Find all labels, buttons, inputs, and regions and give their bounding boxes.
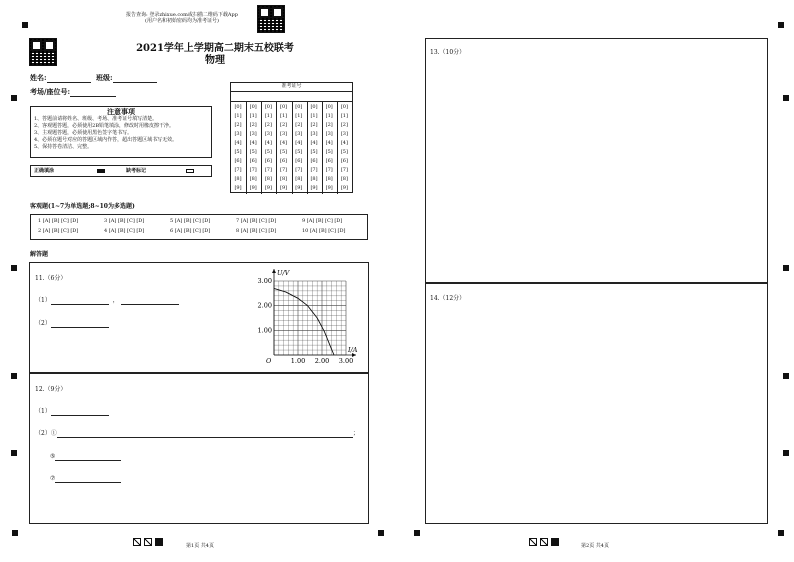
origin-label: O bbox=[266, 357, 272, 365]
side-marker bbox=[783, 95, 789, 101]
ticket-digit-bubble[interactable]: [9] bbox=[310, 185, 318, 191]
ticket-digit-column[interactable] bbox=[246, 102, 262, 194]
notice-item: 5、保持答卷清洁、完整。 bbox=[34, 144, 93, 150]
ticket-digit-bubble[interactable]: [8] bbox=[340, 176, 348, 182]
ticket-digit-bubble[interactable]: [6] bbox=[249, 158, 257, 164]
ticket-digit-bubble[interactable]: [9] bbox=[280, 185, 288, 191]
ticket-digit-column[interactable] bbox=[337, 102, 352, 194]
ticket-digit-column[interactable] bbox=[277, 102, 293, 194]
ticket-digit-bubble[interactable]: [5] bbox=[264, 149, 272, 155]
absent-mark-box[interactable] bbox=[186, 169, 194, 173]
report-notice-line1: 报告查询: 登录zhixue.com或扫描二维码下载App bbox=[126, 12, 238, 18]
correct-fill-label: 正确填涂 bbox=[34, 168, 55, 174]
corner-marker bbox=[778, 530, 784, 536]
ticket-digit-bubble[interactable]: [4] bbox=[340, 140, 348, 146]
ticket-digit-bubble[interactable]: [1] bbox=[264, 113, 272, 119]
q12-part1: （1） bbox=[35, 408, 109, 416]
ticket-digit-bubble[interactable]: [9] bbox=[249, 185, 257, 191]
ticket-digit-bubble[interactable]: [5] bbox=[310, 149, 318, 155]
ticket-digit-bubble[interactable]: [3] bbox=[295, 131, 303, 137]
ticket-digit-bubble[interactable]: [2] bbox=[234, 122, 242, 128]
corner-marker bbox=[778, 22, 784, 28]
ticket-digit-bubble[interactable]: [9] bbox=[340, 185, 348, 191]
objective-title: 客观题(1~7为单选题;8~10为多选题) bbox=[30, 203, 135, 210]
ticket-digit-bubble[interactable]: [0] bbox=[325, 104, 333, 110]
ticket-digit-bubble[interactable]: [5] bbox=[234, 149, 242, 155]
report-notice-line2: (用户名和初始密码均为准考证号) bbox=[145, 18, 219, 24]
corner-marker bbox=[12, 530, 18, 536]
notice-box bbox=[30, 106, 212, 158]
q13-answer-box[interactable] bbox=[425, 38, 768, 283]
objective-question[interactable]: 8 [A] [B] [C] [D] bbox=[236, 228, 277, 234]
ticket-digit-bubble[interactable]: [4] bbox=[280, 140, 288, 146]
page-number-left: 第1页 共4页 bbox=[186, 543, 214, 549]
ticket-digit-bubble[interactable]: [2] bbox=[340, 122, 348, 128]
objective-question[interactable]: 1 [A] [B] [C] [D] bbox=[38, 218, 79, 224]
ticket-digit-bubble[interactable]: [5] bbox=[249, 149, 257, 155]
ticket-digit-bubble[interactable]: [8] bbox=[249, 176, 257, 182]
notice-item: 2、客观题答题，必须使用2B铅笔填涂，修改时用橡皮擦干净。 bbox=[34, 123, 175, 129]
ticket-digit-bubble[interactable]: [9] bbox=[295, 185, 303, 191]
ticket-digit-bubble[interactable]: [2] bbox=[310, 122, 318, 128]
q12-label: 12.（9分） bbox=[35, 386, 67, 393]
ticket-digit-bubble[interactable]: [7] bbox=[340, 167, 348, 173]
ticket-digit-bubble[interactable]: [0] bbox=[264, 104, 272, 110]
notice-title: 注意事项 bbox=[107, 107, 135, 116]
ticket-digit-bubble[interactable]: [7] bbox=[234, 167, 242, 173]
ticket-digit-bubble[interactable]: [6] bbox=[280, 158, 288, 164]
y-tick-label: 3.00 bbox=[257, 277, 272, 285]
ticket-digit-bubble[interactable]: [9] bbox=[234, 185, 242, 191]
ticket-digit-bubble[interactable]: [0] bbox=[280, 104, 288, 110]
ticket-digit-bubble[interactable]: [2] bbox=[249, 122, 257, 128]
q12-part3: ⑤ bbox=[50, 453, 121, 461]
ticket-digit-bubble[interactable]: [0] bbox=[340, 104, 348, 110]
ticket-digit-bubble[interactable]: [8] bbox=[310, 176, 318, 182]
objective-question[interactable]: 9 [A] [B] [C] [D] bbox=[302, 218, 343, 224]
ticket-digit-bubble[interactable]: [8] bbox=[280, 176, 288, 182]
exam-title: 2021学年上学期高二期末五校联考 bbox=[136, 43, 294, 54]
q12-answer-box[interactable] bbox=[29, 373, 369, 524]
ticket-digit-bubble[interactable]: [3] bbox=[280, 131, 288, 137]
q14-answer-box[interactable] bbox=[425, 283, 768, 524]
x-tick-label: 3.00 bbox=[338, 357, 354, 365]
side-marker bbox=[783, 265, 789, 271]
ticket-digit-bubble[interactable]: [0] bbox=[249, 104, 257, 110]
app-qr-code bbox=[257, 5, 285, 33]
ticket-digit-bubble[interactable]: [1] bbox=[249, 113, 257, 119]
ticket-digit-bubble[interactable]: [5] bbox=[280, 149, 288, 155]
ticket-digit-bubble[interactable]: [5] bbox=[295, 149, 303, 155]
side-marker bbox=[11, 450, 17, 456]
objective-question[interactable]: 7 [A] [B] [C] [D] bbox=[236, 218, 277, 224]
ticket-digit-bubble[interactable]: [9] bbox=[264, 185, 272, 191]
objective-question[interactable]: 6 [A] [B] [C] [D] bbox=[170, 228, 211, 234]
ticket-digit-bubble[interactable]: [6] bbox=[264, 158, 272, 164]
page-markers-left bbox=[133, 531, 166, 550]
ticket-digit-bubble[interactable]: [8] bbox=[264, 176, 272, 182]
ticket-digit-bubble[interactable]: [6] bbox=[295, 158, 303, 164]
ticket-digit-bubble[interactable]: [3] bbox=[310, 131, 318, 137]
name-field[interactable]: 姓名: 班级: bbox=[30, 73, 157, 83]
side-marker bbox=[783, 373, 789, 379]
ticket-digit-bubble[interactable]: [7] bbox=[310, 167, 318, 173]
ticket-digit-bubble[interactable]: [6] bbox=[234, 158, 242, 164]
ticket-digit-column[interactable] bbox=[322, 102, 338, 194]
objective-answer-area[interactable] bbox=[30, 214, 368, 240]
objective-question[interactable]: 10 [A] [B] [C] [D] bbox=[302, 228, 346, 234]
ticket-digit-bubble[interactable]: [1] bbox=[295, 113, 303, 119]
ticket-digit-bubble[interactable]: [2] bbox=[280, 122, 288, 128]
side-marker bbox=[11, 373, 17, 379]
ticket-digit-bubble[interactable]: [6] bbox=[310, 158, 318, 164]
ticket-digit-column[interactable] bbox=[307, 102, 323, 194]
ticket-digit-bubble[interactable]: [4] bbox=[264, 140, 272, 146]
objective-question[interactable]: 2 [A] [B] [C] [D] bbox=[38, 228, 79, 234]
ticket-digit-bubble[interactable]: [3] bbox=[340, 131, 348, 137]
ticket-digit-bubble[interactable]: [0] bbox=[310, 104, 318, 110]
ticket-digit-bubble[interactable]: [1] bbox=[310, 113, 318, 119]
exam-subject: 物理 bbox=[205, 55, 225, 66]
ticket-digit-bubble[interactable]: [0] bbox=[295, 104, 303, 110]
ticket-digit-bubble[interactable]: [1] bbox=[280, 113, 288, 119]
ticket-digit-bubble[interactable]: [7] bbox=[325, 167, 333, 173]
q12-part2: （2）① ； bbox=[35, 430, 359, 437]
ticket-digit-bubble[interactable]: [1] bbox=[234, 113, 242, 119]
ticket-digit-bubble[interactable]: [4] bbox=[249, 140, 257, 146]
ticket-digit-column[interactable] bbox=[261, 102, 277, 194]
ticket-digit-bubble[interactable]: [5] bbox=[340, 149, 348, 155]
y-axis-arrow bbox=[272, 269, 276, 273]
absent-mark-label: 缺考标记 bbox=[126, 168, 147, 174]
notice-item: 3、主观题答题，必须使用黑色签字笔书写。 bbox=[34, 130, 133, 136]
ticket-digit-bubble[interactable]: [1] bbox=[325, 113, 333, 119]
q11-label: 11.（6分） bbox=[35, 275, 67, 282]
corner-marker bbox=[22, 22, 28, 28]
q14-label: 14.（12分） bbox=[430, 295, 466, 302]
u-i-chart bbox=[252, 262, 368, 367]
q13-label: 13.（10分） bbox=[430, 49, 466, 56]
ticket-digit-bubble[interactable]: [8] bbox=[295, 176, 303, 182]
side-marker bbox=[11, 95, 17, 101]
correct-fill-example bbox=[97, 169, 105, 173]
ticket-digit-bubble[interactable]: [7] bbox=[249, 167, 257, 173]
exam-seat-field[interactable]: 考场/座位号: bbox=[30, 87, 116, 97]
page-number-right: 第2页 共4页 bbox=[581, 543, 609, 549]
ticket-digit-column[interactable] bbox=[231, 102, 247, 194]
x-axis-label: I/A bbox=[348, 346, 358, 354]
q12-part4: ⑦ bbox=[50, 475, 121, 483]
ticket-digit-bubble[interactable]: [8] bbox=[325, 176, 333, 182]
objective-question[interactable]: 5 [A] [B] [C] [D] bbox=[170, 218, 211, 224]
ticket-digit-bubble[interactable]: [3] bbox=[325, 131, 333, 137]
ticket-digit-bubble[interactable]: [2] bbox=[325, 122, 333, 128]
ticket-digit-bubble[interactable]: [7] bbox=[280, 167, 288, 173]
ticket-digit-bubble[interactable]: [4] bbox=[310, 140, 318, 146]
q11-part2: （2） bbox=[35, 320, 109, 328]
objective-question[interactable]: 3 [A] [B] [C] [D] bbox=[104, 218, 145, 224]
ticket-number-grid[interactable] bbox=[230, 82, 353, 193]
x-tick-label: 1.00 bbox=[290, 357, 306, 365]
ticket-digit-bubble[interactable]: [8] bbox=[234, 176, 242, 182]
ticket-digit-bubble[interactable]: [5] bbox=[325, 149, 333, 155]
notice-item: 4、必须在题号对应的答题区域内作答，超出答题区域书写无效。 bbox=[34, 137, 178, 143]
ticket-digit-bubble[interactable]: [4] bbox=[234, 140, 242, 146]
page-markers-right bbox=[529, 531, 562, 550]
ticket-digit-bubble[interactable]: [9] bbox=[325, 185, 333, 191]
y-tick-label: 2.00 bbox=[257, 301, 272, 310]
ticket-title: 准考证号 bbox=[231, 83, 352, 92]
corner-marker bbox=[378, 530, 384, 536]
subjective-title: 解答题 bbox=[30, 251, 49, 258]
fill-legend bbox=[30, 165, 212, 177]
ticket-digit-bubble[interactable]: [3] bbox=[264, 131, 272, 137]
y-axis-label: U/V bbox=[277, 269, 290, 277]
ticket-digit-bubble[interactable]: [7] bbox=[264, 167, 272, 173]
ticket-digit-bubble[interactable]: [6] bbox=[340, 158, 348, 164]
corner-marker bbox=[414, 530, 420, 536]
ticket-digit-bubble[interactable]: [4] bbox=[325, 140, 333, 146]
ticket-digit-column[interactable] bbox=[292, 102, 308, 194]
ticket-digit-bubble[interactable]: [2] bbox=[264, 122, 272, 128]
q11-part1: （1） ， bbox=[35, 297, 179, 305]
side-marker bbox=[783, 450, 789, 456]
ticket-digit-bubble[interactable]: [0] bbox=[234, 104, 242, 110]
side-marker bbox=[11, 265, 17, 271]
ticket-digit-bubble[interactable]: [7] bbox=[295, 167, 303, 173]
ticket-digit-bubble[interactable]: [4] bbox=[295, 140, 303, 146]
ticket-digit-bubble[interactable]: [1] bbox=[340, 113, 348, 119]
ticket-digit-bubble[interactable]: [3] bbox=[234, 131, 242, 137]
ticket-digit-bubble[interactable]: [6] bbox=[325, 158, 333, 164]
student-qr-code bbox=[29, 38, 57, 66]
ticket-digit-bubble[interactable]: [3] bbox=[249, 131, 257, 137]
x-tick-label: 2.00 bbox=[314, 357, 330, 365]
ticket-digit-bubble[interactable]: [2] bbox=[295, 122, 303, 128]
notice-item: 1、答题前请将姓名、班级、考场、准考证号填写清楚。 bbox=[34, 116, 158, 122]
objective-question[interactable]: 4 [A] [B] [C] [D] bbox=[104, 228, 145, 234]
y-tick-label: 1.00 bbox=[257, 326, 272, 335]
